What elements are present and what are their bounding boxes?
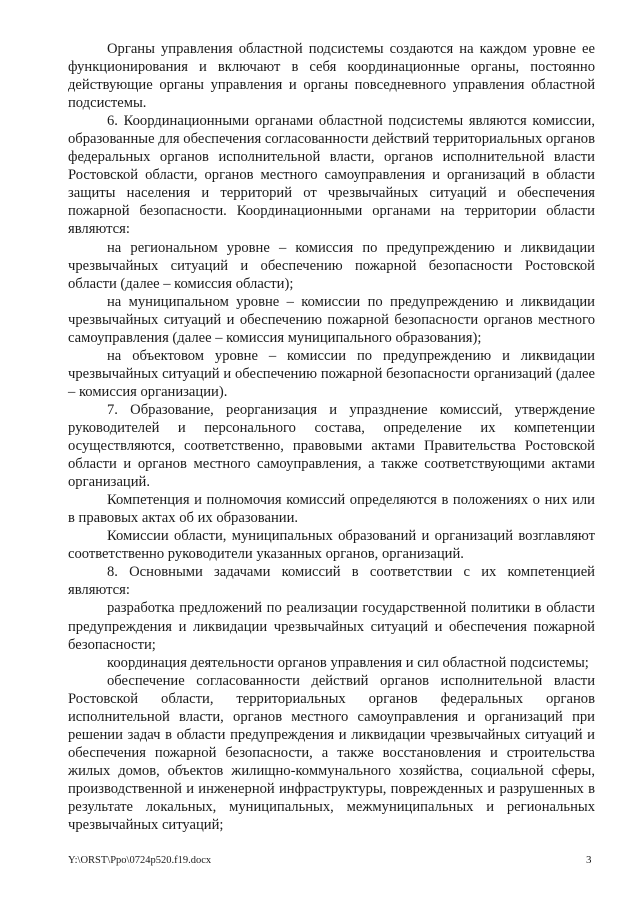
paragraph-item-7: 7. Образование, реорганизация и упразднение комиссий, утверждение руководителей и персонального состава, определение их компетенции осуществляются, соответственно, правовыми актами Правительства Ростовской области и органов местного самоуправления, а также соответствующими актами организаций. bbox=[68, 401, 595, 491]
paragraph-item-8: 8. Основными задачами комиссий в соответствии с их компетенцией являются: bbox=[68, 564, 595, 599]
paragraph-management-bodies: Органы управления областной подсистемы создаются на каждом уровне ее функционирования и включают в себя координационные органы, постоянно действующие органы управления и органы повседневного управления областной подсистемы. bbox=[68, 41, 595, 112]
paragraph-competence: Компетенция и полномочия комиссий определяются в положениях о них или в правовых актах об их образовании. bbox=[68, 492, 595, 527]
paragraph-object-level: на объектовом уровне – комиссии по предупреждению и ликвидации чрезвычайных ситуаций и обеспечению пожарной безопасности организаций (далее – комиссия организации). bbox=[68, 347, 595, 400]
paragraph-item-6: 6. Координационными органами областной подсистемы являются комиссии, образованные для обеспечения согласованности действий территориальных органов федеральных органов исполнительной власти, органов исполнительной власти Ростовской области, органов местного самоуправления и организаций в области защиты населения и территорий от чрезвычайных ситуаций и обеспечения пожарной безопасности. Координационными органами на территории области являются: bbox=[68, 113, 595, 238]
paragraph-task-policy: разработка предложений по реализации государственной политики в области предупреждения и ликвидации чрезвычайных ситуаций и обеспечения пожарной безопасности; bbox=[68, 600, 595, 653]
paragraph-regional-level: на региональном уровне – комиссия по предупреждению и ликвидации чрезвычайных ситуаций и обеспечению пожарной безопасности Ростовской области (далее – комиссия области); bbox=[68, 239, 595, 292]
paragraph-commission-heads: Комиссии области, муниципальных образований и организаций возглавляют соответственно руководители указанных органов, организаций. bbox=[68, 528, 595, 563]
paragraph-task-coordination: координация деятельности органов управления и сил областной подсистемы; bbox=[107, 654, 589, 671]
footer-file-path: Y:\ORST\Ppo\0724p520.f19.docx bbox=[68, 855, 212, 866]
paragraph-task-consistency: обеспечение согласованности действий органов исполнительной власти Ростовской области, территориальных органов федеральных органов исполнительной власти, органов местного самоуправления и организаций при решении задач в области предупреждения и ликвидации чрезвычайных ситуаций и обеспечения пожарной безопасности, а также восстановления и строительства жилых домов, объектов жилищно-коммунального хозяйства, социальной сферы, производственной и инженерной инфраструктуры, поврежденных и разрушенных в результате локальных, муниципальных, межмуниципальных и региональных чрезвычайных ситуаций; bbox=[68, 672, 595, 834]
page-number: 3 bbox=[586, 854, 592, 866]
paragraph-municipal-level: на муниципальном уровне – комиссии по предупреждению и ликвидации чрезвычайных ситуаций и обеспечению пожарной безопасности органов местного самоуправления (далее – комиссия муниципального образования); bbox=[68, 293, 595, 346]
document-body bbox=[68, 40, 595, 834]
